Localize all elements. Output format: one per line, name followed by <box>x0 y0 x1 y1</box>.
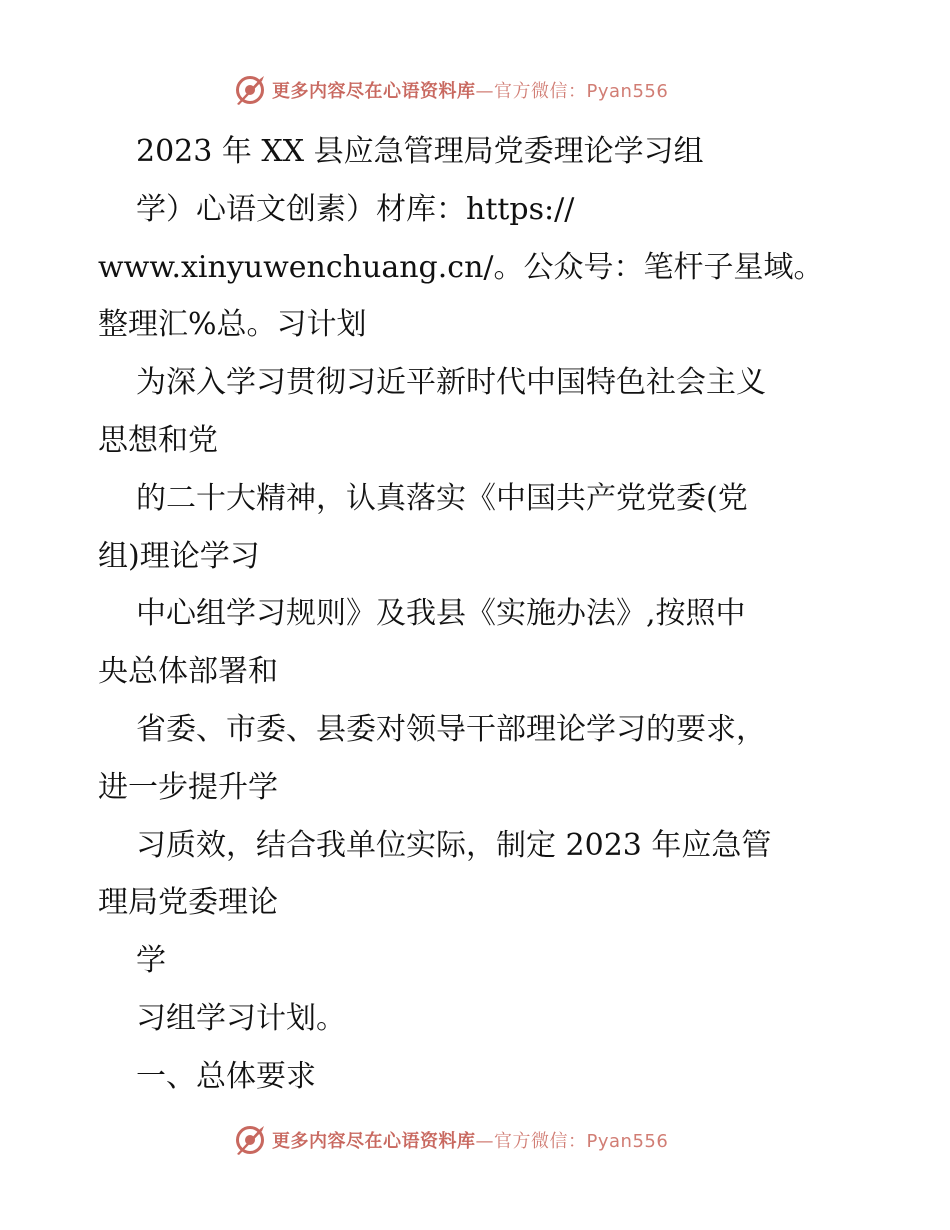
text-line: 学 <box>136 943 166 979</box>
document-body <box>98 123 858 1106</box>
watermark-main-text: 更多内容尽在心语资料库 <box>272 1131 476 1152</box>
text-line: 省委、市委、县委对领导干部理论学习的要求， <box>136 711 766 747</box>
watermark-main-text: 更多内容尽在心语资料库 <box>272 81 476 102</box>
text-line: 进一步提升学 <box>98 769 278 805</box>
text-line: 学）心语文创素）材库：https:// <box>136 191 575 227</box>
document-title-line: 2023 年 XX 县应急管理局党委理论学习组 <box>136 134 704 169</box>
text-line: 理局党委理论 <box>98 885 278 921</box>
text-line: 央总体部署和 <box>98 654 278 690</box>
text-line: 思想和党 <box>98 422 218 458</box>
text-line: 的二十大精神，认真落实《中国共产党党委(党 <box>136 480 748 516</box>
watermark-header <box>233 72 668 108</box>
text-line: 中心组学习规则》及我县《实施办法》,按照中 <box>136 596 746 632</box>
text-line: 习质效，结合我单位实际，制定 2023 年应急管 <box>136 827 772 863</box>
watermark-footer <box>233 1122 668 1158</box>
text-line: 组)理论学习 <box>98 538 260 574</box>
text-line: 习组学习计划。 <box>136 1000 346 1036</box>
section-heading: 一、总体要求 <box>136 1058 316 1094</box>
quill-logo-icon <box>233 73 267 107</box>
text-line: 整理汇%总。习计划 <box>98 307 367 343</box>
text-line: www.xinyuwenchuang.cn/。公众号：笔杆子星域。 <box>98 249 824 285</box>
watermark-contact-text: —官方微信：Pyan556 <box>475 1131 669 1152</box>
quill-logo-icon <box>233 1123 267 1157</box>
watermark-contact-text: —官方微信：Pyan556 <box>475 81 669 102</box>
text-line: 为深入学习贯彻习近平新时代中国特色社会主义 <box>136 365 766 401</box>
